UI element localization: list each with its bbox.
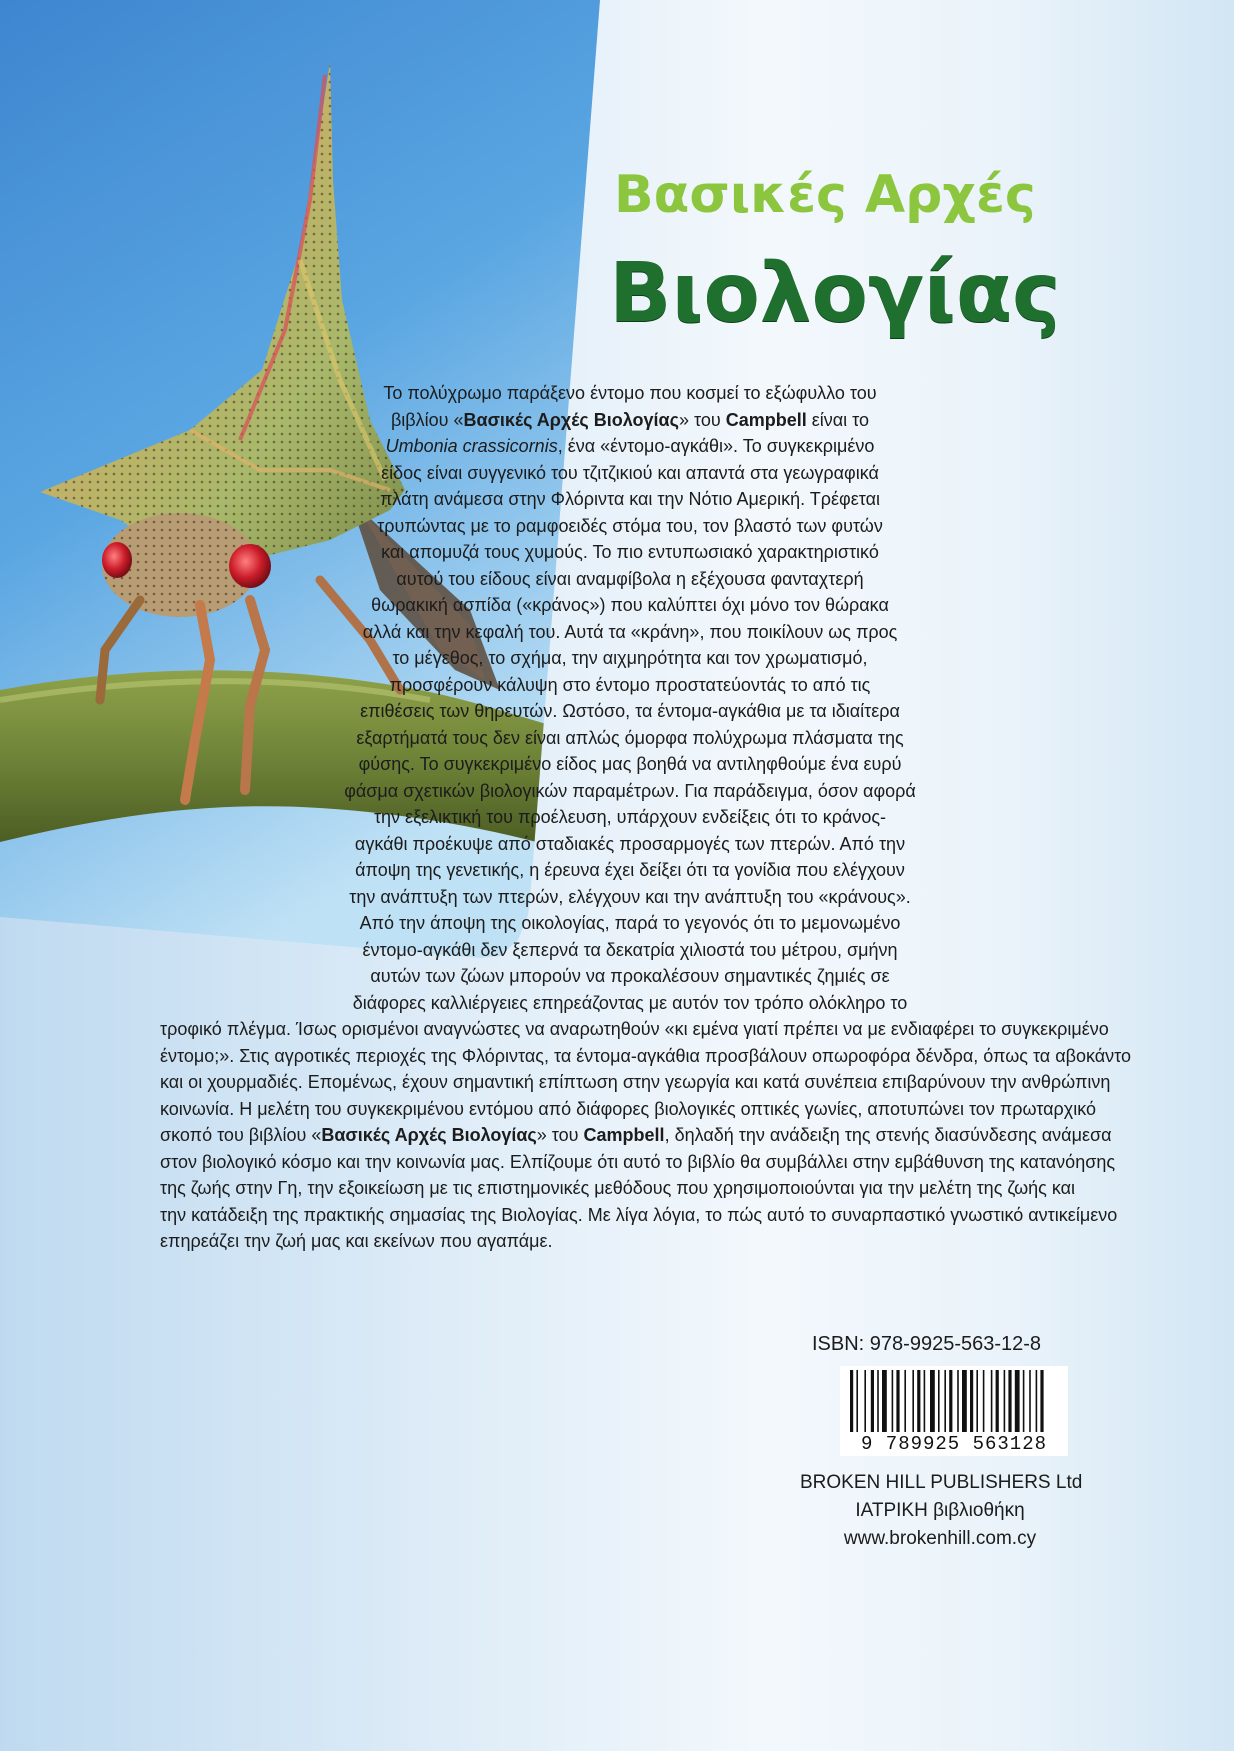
blurb-line: αγκάθι προέκυψε από σταδιακές προσαρμογές των πτερών. Από την xyxy=(354,833,906,854)
blurb-line: και απομυζά τους χυμούς. Το πιο εντυπωσιακό χαρακτηριστικό xyxy=(381,542,879,562)
book-title-line2: Βιολογίας xyxy=(609,246,1061,341)
author-name: Campbell xyxy=(725,409,807,430)
blurb-line: κοινωνία. Η μελέτη του συγκεκριμένου εντόμου από διάφορες βιολογικές οπτικές γωνίες, αποτυπώνει τον πρωταρχικό xyxy=(160,1098,1097,1119)
blurb-line: τρυπώντας με το ραμφοειδές στόμα του, τον βλαστό των φυτών xyxy=(377,515,883,536)
blurb-line: θωρακική ασπίδα («κράνος») που καλύπτει όχι μόνο τον θώρακα xyxy=(371,595,889,615)
blurb-line: άποψη της γενετικής, η έρευνα έχει δείξει ότι τα γονίδια που ελέγχουν xyxy=(355,860,905,880)
publisher-website: www.brokenhill.com.cy xyxy=(843,1528,1037,1549)
blurb-line: στον βιολογικό κόσμο και την κοινωνία μας. Ελπίζουμε ότι αυτό το βιβλίο θα συμβάλλει στην εμβάθυνση της κατανόησης xyxy=(160,1151,1116,1172)
blurb-line: αυτών των ζώων μπορούν να προκαλέσουν σημαντικές ζημιές σε xyxy=(370,966,890,986)
book-title-line1: Βασικές Αρχές xyxy=(614,165,1036,225)
back-cover-blurb xyxy=(160,380,1132,1280)
blurb-line: αυτού του είδους είναι αναμφίβολα η εξέχουσα φανταχτερή xyxy=(396,568,864,589)
publisher-name: BROKEN HILL PUBLISHERS Ltd xyxy=(800,1472,1083,1493)
blurb-line: φάσμα σχετικών βιολογικών παραμέτρων. Για παράδειγμα, όσον αφορά xyxy=(344,780,916,801)
blurb-line: της ζωής στην Γη, την εξοικείωση με τις επιστημονικές μεθόδους που χρησιμοποιούνται για την μελέτη της ζωής και xyxy=(160,1178,1076,1198)
blurb-line: επηρεάζει την ζωή μας και εκείνων που αγαπάμε. xyxy=(160,1231,553,1251)
isbn-number: ISBN: 978-9925-563-12-8 xyxy=(812,1333,1042,1355)
blurb-line: φύσης. Το συγκεκριμένο είδος μας βοηθά να αντιληφθούμε ένα ευρύ xyxy=(358,754,902,774)
author-name: Campbell xyxy=(583,1125,665,1145)
book-title-mention: Βασικές Αρχές Βιολογίας xyxy=(321,1125,537,1145)
blurb-line: και οι χουρμαδιές. Επομένως, έχουν σημαντική επίπτωση στην γεωργία και κατά συνέπεια επιβαρύνουν την ανθρώπινη xyxy=(160,1072,1111,1092)
blurb-line: προσφέρουν κάλυψη στο έντομο προστατεύοντάς το από τις xyxy=(389,674,871,695)
blurb-line: εξαρτήματά τους δεν είναι απλώς όμορφα πολύχρωμα πλάσματα της xyxy=(356,727,904,748)
barcode-digits: 9 789925 563128 xyxy=(840,1432,1068,1456)
blurb-line: την ανάπτυξη των πτερών, ελέγχουν και την ανάπτυξη του «κράνους». xyxy=(349,886,911,907)
blurb-line: Από την άποψη της οικολογίας, παρά το γεγονός ότι το μεμονωμένο xyxy=(359,913,901,933)
blurb-line: πλάτη ανάμεσα στην Φλόριντα και την Νότιο Αμερική. Τρέφεται xyxy=(380,489,880,509)
blurb-line: διάφορες καλλιέργειες επηρεάζοντας με αυτόν τον τρόπο ολόκληρο το xyxy=(352,992,908,1013)
blurb-line: Το πολύχρωμο παράξενο έντομο που κοσμεί το εξώφυλλο του xyxy=(383,383,877,403)
blurb-line: βιβλίου «Βασικές Αρχές Βιολογίας» του Campbell είναι το xyxy=(390,409,870,430)
publisher-series: ΙΑΤΡΙΚΗ βιβλιοθήκη xyxy=(855,1500,1025,1521)
blurb-line: το μέγεθος, το σχήμα, την αιχμηρότητα και τον χρωματισμό, xyxy=(392,648,868,668)
blurb-line: είδος είναι συγγενικό του τζιτζικιού και απαντά στα γεωγραφικά xyxy=(381,462,879,483)
blurb-line: έντομο-αγκάθι δεν ξεπερνά τα δεκατρία χιλιοστά του μέτρου, σμήνη xyxy=(362,939,898,960)
blurb-line: σκοπό του βιβλίου «Βασικές Αρχές Βιολογίας» του Campbell, δηλαδή την ανάδειξη της στενής διασύνδεσης ανάμεσα xyxy=(160,1125,1112,1145)
blurb-line: την κατάδειξη της πρακτικής σημασίας της Βιολογίας. Με λίγα λόγια, το πώς αυτό το συναρπαστικό γνωστικό αντικείμενο xyxy=(160,1204,1118,1225)
isbn-barcode xyxy=(840,1366,1068,1456)
blurb-line: Umbonia crassicornis, ένα «έντομο-αγκάθι». Το συγκεκριμένο xyxy=(385,436,875,456)
blurb-line: την εξελικτική του προέλευση, υπάρχουν ενδείξεις ότι το κράνος- xyxy=(373,807,887,827)
blurb-line: αλλά και την κεφαλή του. Αυτά τα «κράνη», που ποικίλουν ως προς xyxy=(362,621,898,642)
blurb-line: επιθέσεις των θηρευτών. Ωστόσο, τα έντομα-αγκάθια με τα ιδιαίτερα xyxy=(360,701,900,721)
species-name: Umbonia crassicornis xyxy=(385,436,558,456)
book-title-mention: Βασικές Αρχές Βιολογίας xyxy=(463,409,679,430)
blurb-line: τροφικό πλέγμα. Ίσως ορισμένοι αναγνώστες να αναρωτηθούν «κι εμένα γιατί πρέπει να με ενδιαφέρει το συγκεκριμένο xyxy=(160,1019,1109,1039)
blurb-line: έντομο;». Στις αγροτικές περιοχές της Φλόριντας, τα έντομα-αγκάθια προσβάλουν οπωροφόρα δένδρα, όπως τα αβοκάντο xyxy=(160,1045,1132,1066)
